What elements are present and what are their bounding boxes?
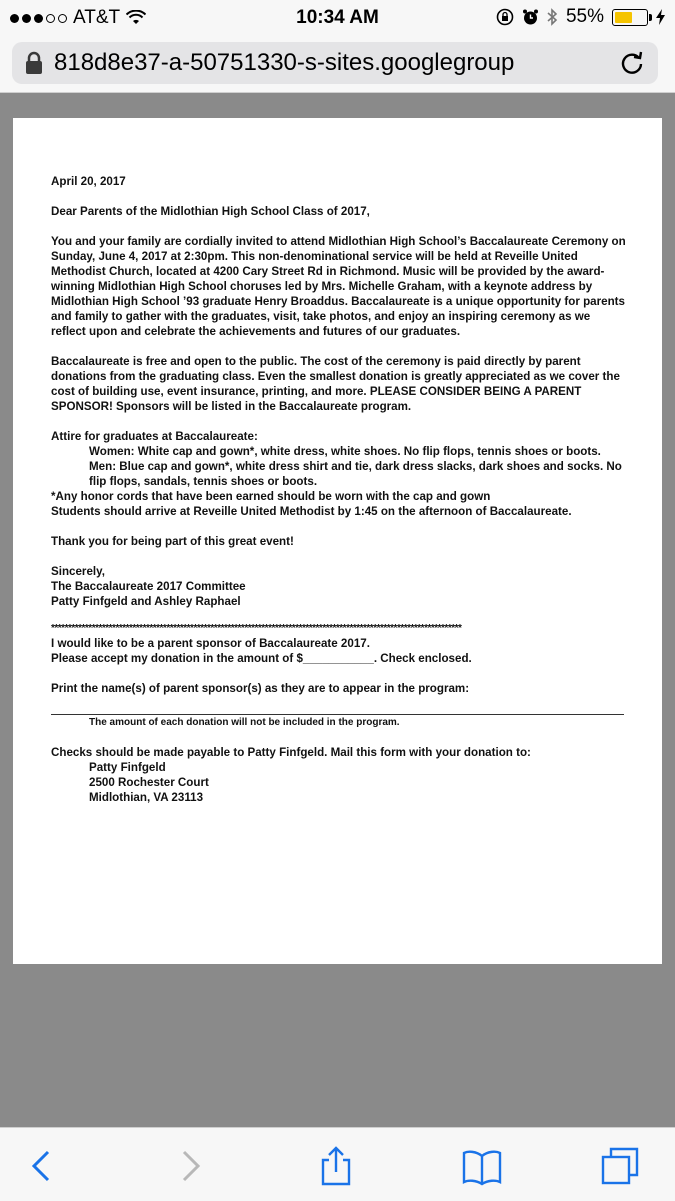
sponsor-line: I would like to be a parent sponsor of Baccalaureate 2017. xyxy=(51,637,370,650)
attire-heading: Attire for graduates at Baccalaureate: xyxy=(51,430,258,443)
committee-name: The Baccalaureate 2017 Committee xyxy=(51,580,246,593)
letter-paragraph-donations: Baccalaureate is free and open to the public. The cost of the ceremony is paid directly by parent donations from the graduating class. Even the smallest donation is greatly appreciated as we cover the cost of building use, event insurance, printing, and more. PLEASE CONSIDER BEING A PARENT SPONSOR! Sponsors will be listed in the Baccalaureate program. xyxy=(51,355,620,413)
battery-percent: 55% xyxy=(565,6,604,27)
clock: 10:34 AM xyxy=(296,7,379,28)
thanks-line: Thank you for being part of this great event! xyxy=(51,535,294,548)
carrier-name: AT&T xyxy=(73,7,121,28)
forward-icon[interactable] xyxy=(170,1146,210,1186)
address-bar[interactable] xyxy=(12,42,658,84)
letter-body xyxy=(51,174,626,805)
arrival-note: Students should arrive at Reveille United Methodist by 1:45 on the afternoon of Baccalaureate. xyxy=(51,505,572,518)
bottom-toolbar xyxy=(0,1127,675,1201)
print-names-line: Print the name(s) of parent sponsor(s) as they are to appear in the program: xyxy=(51,682,470,695)
bluetooth-icon xyxy=(547,8,558,26)
url-text[interactable]: 818d8e37-a-50751330-s-sites.googlegroup xyxy=(54,49,515,76)
donation-line: Please accept my donation in the amount of $___________. Check enclosed. xyxy=(51,652,472,665)
separator-line: ************************************************************************************************************************* xyxy=(51,623,462,634)
checks-line: Checks should be made payable to Patty Finfgeld. Mail this form with your donation to: xyxy=(51,746,531,759)
honor-cords-note: *Any honor cords that have been earned should be worn with the cap and gown xyxy=(51,490,491,503)
bookmarks-icon[interactable] xyxy=(462,1146,502,1186)
letter-salutation: Dear Parents of the Midlothian High School Class of 2017, xyxy=(51,205,370,218)
address-street: 2500 Rochester Court xyxy=(89,776,209,789)
tabs-icon[interactable] xyxy=(600,1146,640,1186)
rotation-lock-icon xyxy=(496,8,514,26)
letter-paragraph-invitation: You and your family are cordially invited to attend Midlothian High School’s Baccalaureate Ceremony on Sunday, June 4, 2017 at 2:30pm. This non-denominational service will be held at Reveille United Methodist Church, located at 4200 Cary Street Rd in Richmond. Music will be provided by the award-winning Midlothian High School choruses led by Mrs. Michelle Graham, with a keynote address by Midlothian High School ’93 graduate Henry Broaddus. Baccalaureate is a unique opportunity for parents and family to gather with the graduates, visit, take photos, and enjoy an inspiring ceremony as we reflect upon and celebrate the achievements and futures of our graduates. xyxy=(51,235,626,338)
status-bar xyxy=(0,0,675,36)
attire-women: Women: White cap and gown*, white dress, white shoes. No flip flops, tennis shoes or boots. xyxy=(89,445,601,458)
status-right xyxy=(496,6,665,28)
back-icon[interactable] xyxy=(22,1146,62,1186)
address-city: Midlothian, VA 23113 xyxy=(89,791,204,804)
charging-icon xyxy=(656,9,665,25)
letter-date: April 20, 2017 xyxy=(51,175,126,188)
reload-icon[interactable] xyxy=(619,50,645,76)
alarm-icon xyxy=(522,8,539,26)
attire-men: Men: Blue cap and gown*, white dress shirt and tie, dark dress slacks, dark shoes and socks. No flip flops, sandals, tennis shoes or boots. xyxy=(89,460,622,488)
share-icon[interactable] xyxy=(316,1146,356,1186)
lock-icon xyxy=(24,51,44,75)
battery-icon xyxy=(612,9,648,26)
browser-chrome xyxy=(0,36,675,93)
donation-note: The amount of each donation will not be included in the program. xyxy=(89,717,400,728)
document-page xyxy=(13,118,662,964)
address-name: Patty Finfgeld xyxy=(89,761,166,774)
closing: Sincerely, xyxy=(51,565,105,578)
signers: Patty Finfgeld and Ashley Raphael xyxy=(51,595,241,608)
